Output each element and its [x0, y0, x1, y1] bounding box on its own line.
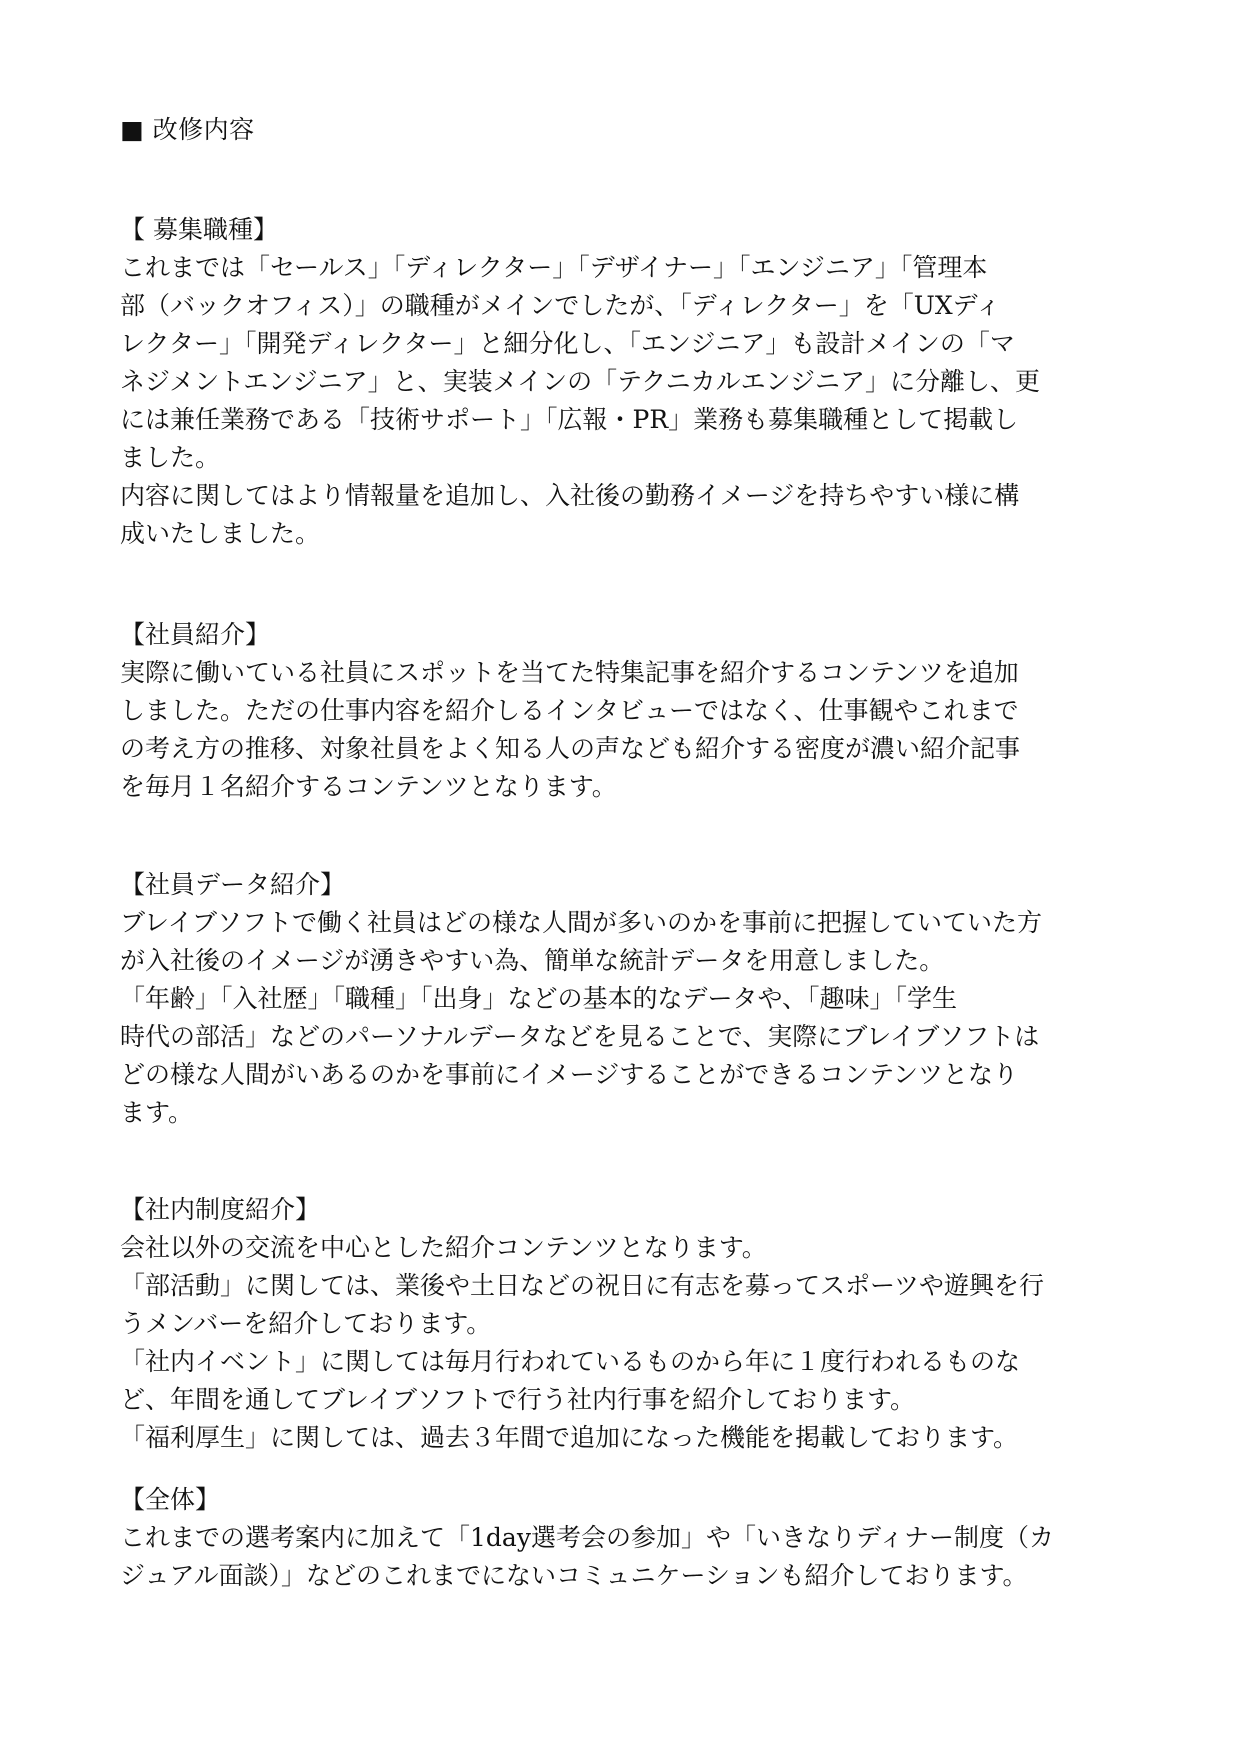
body-line: 部（バックオフィス）」の職種がメインでしたが、「ディレクター」を「UXディ: [120, 291, 1001, 320]
body-line: には兼任業務である「技術サポート」「広報・PR」業務も募集職種として掲載し: [120, 405, 1019, 434]
section-recruitment-roles: [120, 211, 1120, 553]
body-line: 「福利厚生」に関しては、過去３年間で追加になった機能を掲載しております。: [120, 1423, 1019, 1452]
section-heading: 【社員紹介】: [120, 620, 271, 649]
body-line: ネジメントエンジニア」と、実装メインの「テクニカルエンジニア」に分離し、更: [120, 367, 1041, 396]
section-internal-systems: [120, 1191, 1120, 1457]
body-line: 内容に関してはより情報量を追加し、入社後の勤務イメージを持ちやすい様に構: [120, 481, 1020, 510]
body-line: ジュアル面談）」などのこれまでにないコミュニケーションも紹介しております。: [120, 1561, 1028, 1590]
body-line: どの様な人間がいあるのかを事前にイメージすることができるコンテンツとなり: [120, 1060, 1019, 1089]
body-line: 成いたしました。: [120, 519, 321, 548]
page-title: ■ 改修内容: [120, 115, 255, 144]
body-line: うメンバーを紹介しております。: [120, 1309, 492, 1338]
body-line: しました。ただの仕事内容を紹介しるインタビューではなく、仕事観やこれまで: [120, 696, 1019, 725]
section-heading: 【 募集職種】: [120, 215, 278, 244]
section-overall: [120, 1481, 1120, 1595]
body-line: の考え方の推移、対象社員をよく知る人の声なども紹介する密度が濃い紹介記事: [120, 734, 1021, 763]
body-line: ブレイブソフトで働く社員はどの様な人間が多いのかを事前に把握していていた方: [120, 908, 1043, 937]
section-heading: 【社内制度紹介】: [120, 1195, 321, 1224]
body-line: を毎月１名紹介するコンテンツとなります。: [120, 772, 617, 801]
body-line: 「年齢」「入社歴」「職種」「出身」などの基本的なデータや、「趣味」「学生: [120, 984, 958, 1013]
section-employee-data: [120, 866, 1120, 1132]
section-employee-intro: [120, 616, 1120, 806]
body-line: 「社内イベント」に関しては毎月行われているものから年に１度行われるものな: [120, 1347, 1021, 1376]
body-line: ど、年間を通してブレイブソフトで行う社内行事を紹介しております。: [120, 1385, 916, 1414]
body-line: が入社後のイメージが湧きやすい為、簡単な統計データを用意しました。: [120, 946, 945, 975]
body-line: ます。: [120, 1098, 194, 1127]
section-heading: 【社員データ紹介】: [120, 870, 346, 899]
body-line: 「部活動」に関しては、業後や土日などの祝日に有志を募ってスポーツや遊興を行: [120, 1271, 1045, 1300]
body-line: 時代の部活」などのパーソナルデータなどを見ることで、実際にブレイブソフトは: [120, 1022, 1040, 1051]
section-heading: 【全体】: [120, 1485, 221, 1514]
body-line: 実際に働いている社員にスポットを当てた特集記事を紹介するコンテンツを追加: [120, 658, 1019, 687]
body-line: ました。: [120, 443, 221, 472]
body-line: これまでは「セールス」「ディレクター」「デザイナー」「エンジニア」「管理本: [120, 253, 988, 282]
body-line: 会社以外の交流を中心とした紹介コンテンツとなります。: [120, 1233, 767, 1262]
body-line: レクター」「開発ディレクター」と細分化し、「エンジニア」も設計メインの「マ: [120, 329, 1015, 358]
body-line: これまでの選考案内に加えて「1day選考会の参加」や「いきなりディナー制度（カ: [120, 1523, 1054, 1552]
